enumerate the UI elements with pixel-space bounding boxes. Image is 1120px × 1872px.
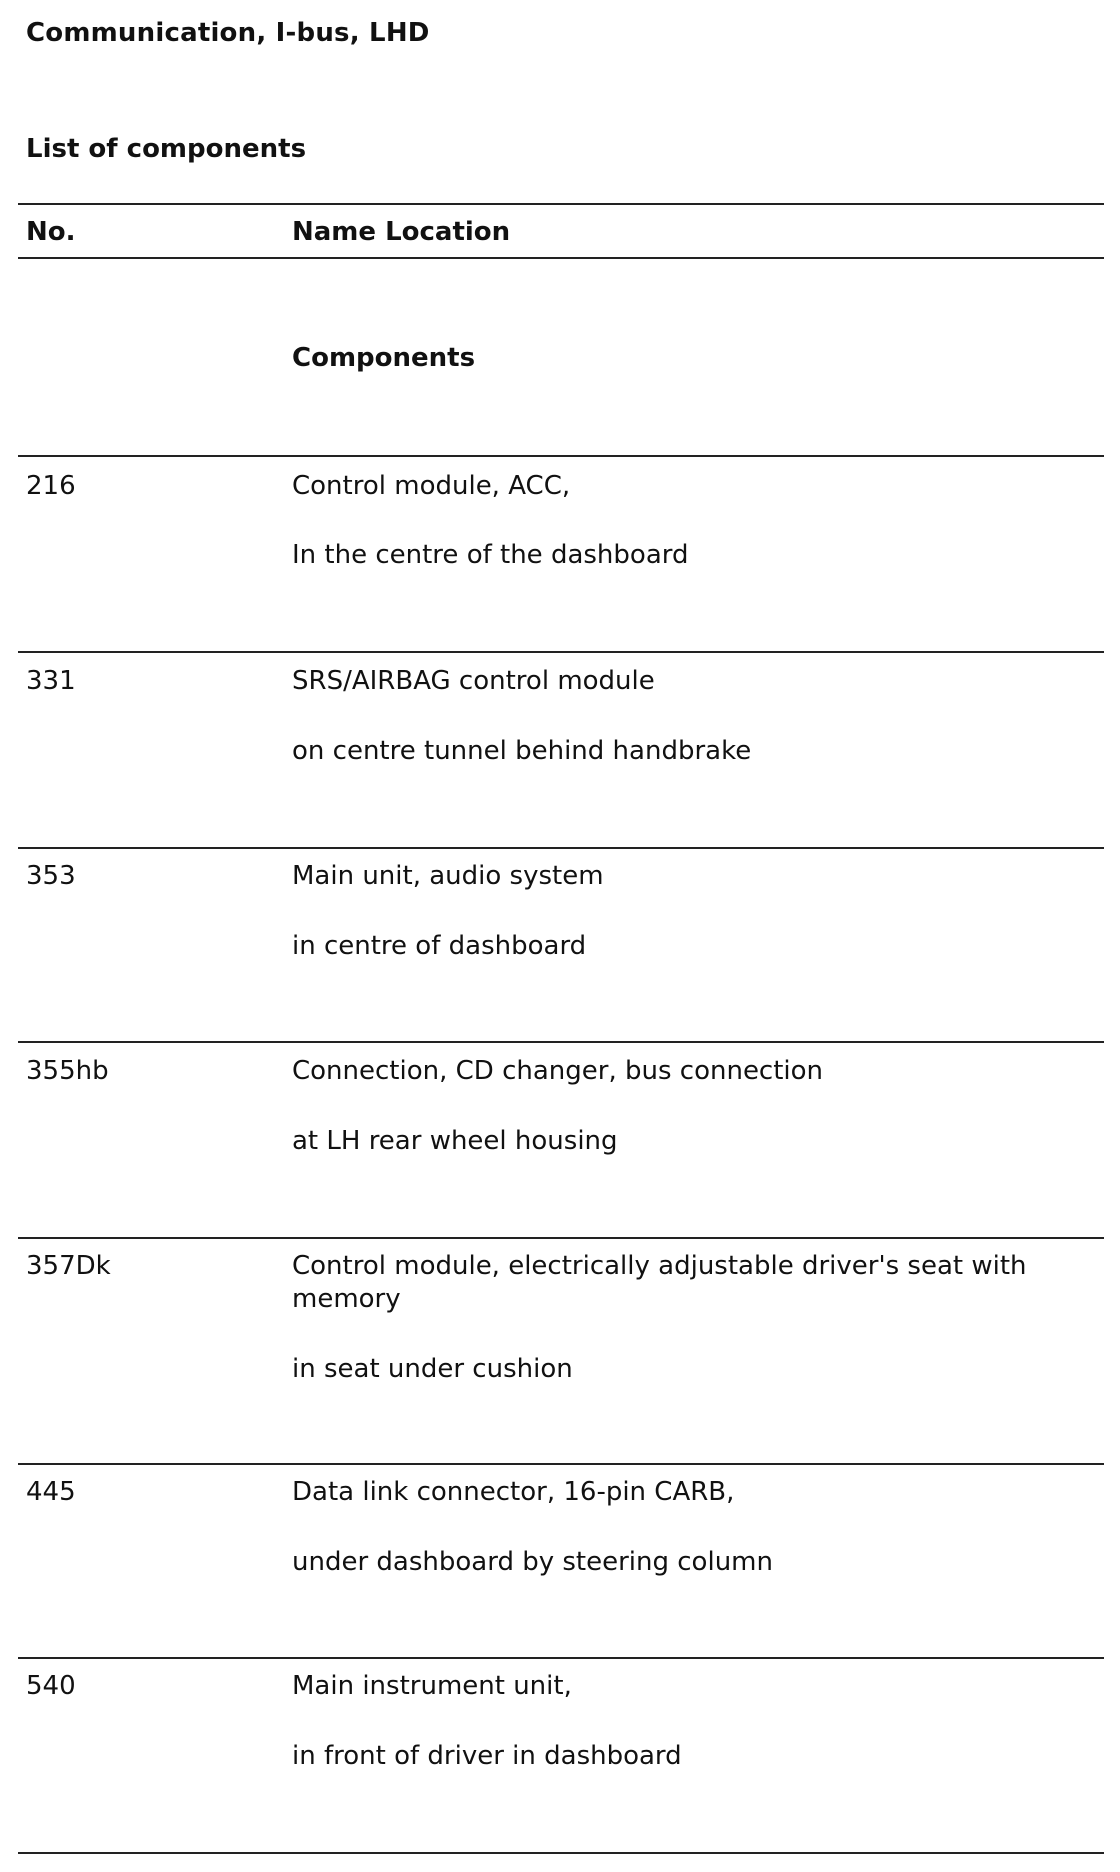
row-331-name: SRS/AIRBAG control module [292, 666, 655, 696]
row-216-no: 216 [26, 471, 76, 501]
row-divider [18, 651, 1104, 653]
header-no: No. [26, 217, 76, 247]
header-bottom-rule [18, 257, 1104, 259]
table-bottom-rule [18, 1852, 1104, 1854]
row-445-name: Data link connector, 16-pin CARB, [292, 1477, 735, 1507]
header-name-location: Name Location [292, 217, 511, 247]
row-540-location: in front of driver in dashboard [292, 1741, 682, 1771]
row-357dk-no: 357Dk [26, 1251, 111, 1281]
row-355hb-no: 355hb [26, 1056, 109, 1086]
row-331-location: on centre tunnel behind handbrake [292, 736, 752, 766]
row-216-name: Control module, ACC, [292, 471, 571, 501]
row-divider [18, 847, 1104, 849]
row-divider [18, 1657, 1104, 1659]
row-353-name: Main unit, audio system [292, 861, 604, 891]
row-331-no: 331 [26, 666, 76, 696]
row-216-location: In the centre of the dashboard [292, 540, 689, 570]
row-357dk-name: Control module, electrically adjustable driver's seat with memory [292, 1251, 1027, 1314]
page-title: Communication, I-bus, LHD [26, 18, 430, 48]
row-353-no: 353 [26, 861, 76, 891]
group-heading: Components [292, 343, 476, 373]
row-divider [18, 1237, 1104, 1239]
row-divider [18, 1041, 1104, 1043]
row-540-name: Main instrument unit, [292, 1671, 572, 1701]
row-355hb-location: at LH rear wheel housing [292, 1126, 618, 1156]
row-357dk-location: in seat under cushion [292, 1354, 573, 1384]
row-353-location: in centre of dashboard [292, 931, 587, 961]
row-divider [18, 1463, 1104, 1465]
section-title: List of components [26, 134, 307, 164]
row-355hb-name: Connection, CD changer, bus connection [292, 1056, 824, 1086]
row-540-no: 540 [26, 1671, 76, 1701]
row-445-location: under dashboard by steering column [292, 1547, 773, 1577]
row-445-no: 445 [26, 1477, 76, 1507]
table-top-rule [18, 203, 1104, 205]
row-divider [18, 455, 1104, 457]
